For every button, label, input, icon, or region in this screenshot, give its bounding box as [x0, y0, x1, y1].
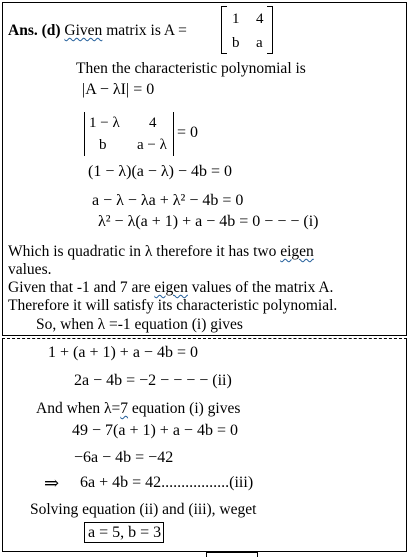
equation-3: λ² − λ(a + 1) + a − 4b = 0 − − − (i) [98, 213, 319, 230]
paragraph-5-text: And when λ= [36, 400, 121, 417]
paragraph-6: Solving equation (ii) and (iii), weget [30, 501, 257, 518]
intro-text: matrix is A = [102, 22, 187, 39]
paragraph-1-cont: values. [8, 261, 52, 278]
equation-1: (1 − λ)(a − λ) − 4b = 0 [88, 163, 233, 180]
matrix-cell: a [256, 35, 263, 51]
answer-text: a = 5, b = 3 [88, 524, 162, 541]
equation-5: 2a − 4b = −2 − − − − (ii) [74, 372, 232, 389]
then-text: Then the characteristic polynomial is [76, 60, 306, 77]
paragraph-1 [8, 243, 314, 261]
det-rhs: = 0 [177, 124, 199, 141]
intro-line [8, 22, 187, 40]
equation-8: 6a + 4b = 42.................(iii) [80, 474, 254, 491]
paragraph-5-tail: equation (i) gives [128, 400, 241, 417]
matrix-cell: 4 [256, 11, 264, 27]
matrix-right-bracket [267, 6, 273, 54]
solution-box-bottom [2, 338, 407, 552]
det-cell: 4 [149, 115, 157, 131]
answer-label: Ans. (d) [8, 22, 61, 39]
paragraph-1-text: Which is quadratic in λ therefore it has two [8, 243, 281, 260]
given-word: Given [64, 22, 103, 39]
eigen-word: eigen [280, 243, 314, 260]
det-equation: |A − λI| = 0 [82, 81, 155, 98]
equation-4: 1 + (a + 1) + a − 4b = 0 [48, 344, 198, 361]
det-cell: 1 − λ [89, 115, 120, 131]
matrix-left-bracket [221, 6, 227, 54]
paragraph-2 [8, 279, 333, 297]
equation-2: a − λ − λa + λ² − 4b = 0 [92, 192, 244, 209]
seven-word: 7 [120, 400, 129, 417]
eigen-word: eigen [154, 279, 188, 296]
paragraph-4: So, when λ =-1 equation (i) gives [36, 316, 243, 333]
implies-icon: ⇒ [44, 473, 60, 493]
cropped-next-matrix [206, 552, 258, 557]
paragraph-2-text: Given that -1 and 7 are [8, 279, 155, 296]
paragraph-3: Therefore it will satisfy its characteristic polynomial. [8, 297, 338, 314]
matrix-cell: b [232, 35, 240, 51]
paragraph-2-tail: values of the matrix A. [187, 279, 334, 296]
det-cell: a − λ [137, 137, 167, 153]
equation-7: −6a − 4b = −42 [74, 449, 174, 466]
matrix-a [221, 6, 273, 54]
paragraph-5 [36, 400, 240, 418]
matrix-cell: 1 [232, 11, 240, 27]
equation-6: 49 − 7(a + 1) + a − 4b = 0 [72, 422, 238, 439]
det-matrix [84, 112, 174, 156]
det-cell: b [99, 137, 107, 153]
